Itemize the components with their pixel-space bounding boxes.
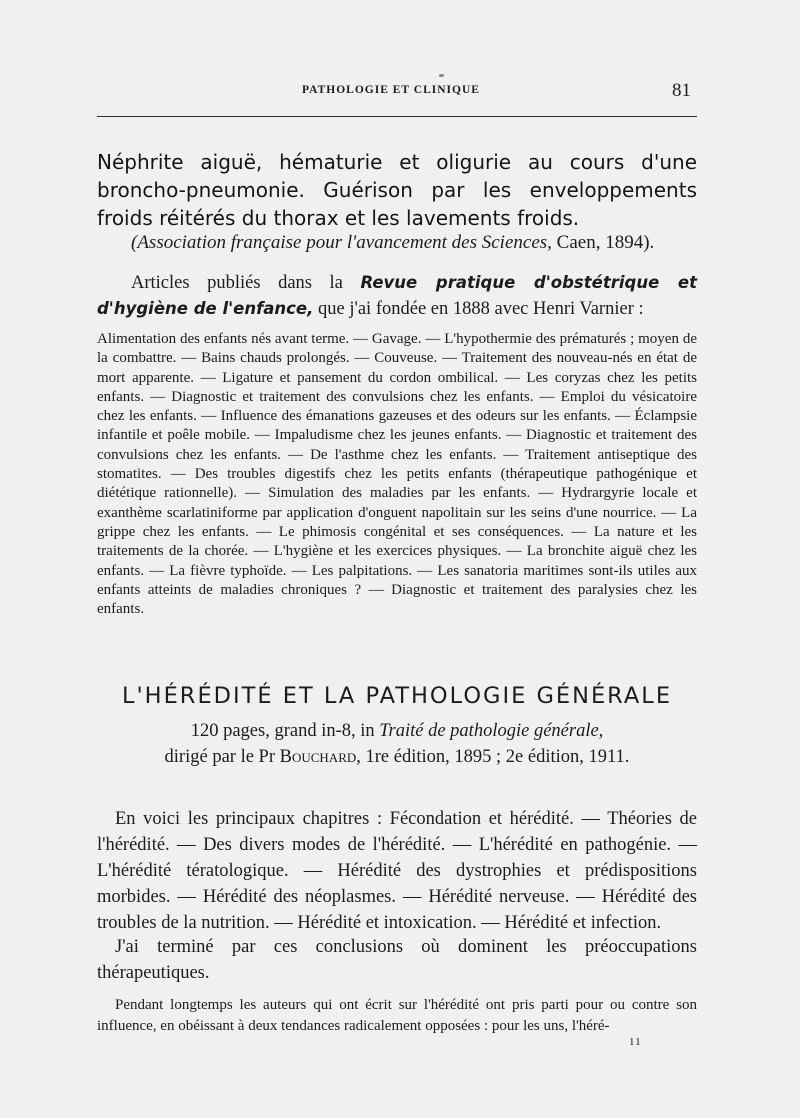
book-pages: 120 pages, grand in-8, in xyxy=(190,721,375,741)
intro-after: que j'ai fondée en 1888 avec Henri Varnier : xyxy=(318,299,644,319)
book-title: Traité de pathologie générale, xyxy=(379,721,604,741)
book-author: Bouchard, xyxy=(279,747,361,767)
conclusion-paragraph: J'ai terminé par ces conclusions où dominent les préoccupations thérapeutiques. xyxy=(97,937,697,983)
running-header xyxy=(97,80,697,106)
citation-place: Caen, 1894). xyxy=(556,232,655,253)
journal-title: Revue pratique d'obstétrique et d'hygiène de l'enfance, xyxy=(97,273,698,318)
citation-source: (Association française pour l'avancement des Sciences, xyxy=(131,232,552,253)
entry-citation xyxy=(131,232,701,254)
section-heading: L'HÉRÉDITÉ ET LA PATHOLOGIE GÉNÉRALE xyxy=(121,683,673,709)
entry-title: Néphrite aiguë, hématurie et oligurie au cours d'une broncho-pneumonie. Guérison par les enveloppements froids réitérés du thorax et les lavements froids. xyxy=(97,150,697,230)
header-rule xyxy=(97,116,697,117)
book-editions: 1re édition, 1895 ; 2e édition, 1911. xyxy=(365,747,630,767)
signature-mark: 11 xyxy=(629,1036,642,1048)
book-info xyxy=(97,718,697,770)
running-title: PATHOLOGIE ET CLINIQUE xyxy=(302,84,480,96)
final-paragraph: Pendant longtemps les auteurs qui ont écrit sur l'hérédité ont pris parti pour ou contre son influence, en obéissant à deux tendances radicalement opposées : pour les uns, l'héré- xyxy=(97,997,697,1034)
chapters-paragraph: En voici les principaux chapitres : Fécondation et hérédité. — Théories de l'hérédité. — Des divers modes de l'hérédité. — L'hérédité en pathogénie. — L'hérédité tératologique. — Hérédité des dystrophies et prédispositions morbides. — Hérédité des néoplasmes. — Hérédité nerveuse. — Hérédité des troubles de la nutrition. — Hérédité et intoxication. — Hérédité et infection. xyxy=(97,809,697,933)
articles-intro xyxy=(97,270,697,322)
ink-speck xyxy=(439,74,444,77)
articles-list: Alimentation des enfants nés avant terme. — Gavage. — L'hypothermie des prématurés ; moyen de la combattre. — Bains chauds prolongés. — Couveuse. — Traitement des nouveau-nés en état de mort apparente. — Ligature et pansement du cordon ombilical. — Les coryzas chez les petits enfants. — Diagnostic et traitement des convulsions chez les enfants. — Emploi du vésicatoire chez les enfants. — Influence des émanations gazeuses et des odeurs sur les enfants. — Éclampsie infantile et poêle mobile. — Impaludisme chez les jeunes enfants. — Diagnostic et traitement des convulsions chez les enfants. — De l'asthme chez les enfants. — Traitement antiseptique des stomatites. — Des troubles digestifs chez les petits enfants (thérapeutique pathogénique et diététique rationnelle). — Simulation des maladies par les enfants. — Hydrargyrie locale et exanthème scarlatiniforme par application d'onguent napolitain sur les seins d'une nourrice. — La grippe chez les enfants. — Le phimosis congénital et ses conséquences. — La nature et les traitements de la chorée. — L'hygiène et les exercices physiques. — La bronchite aiguë chez les enfants. — La fièvre typhoïde. — Les palpitations. — Les sanatoria maritimes sont-ils utiles aux enfants atteints de maladies chroniques ? — Diagnostic et traitement des paralysies chez les enfants. xyxy=(97,331,697,618)
page-number: 81 xyxy=(672,80,691,101)
intro-before: Articles publiés dans la xyxy=(131,273,343,293)
book-director: dirigé par le Pr xyxy=(164,747,275,767)
